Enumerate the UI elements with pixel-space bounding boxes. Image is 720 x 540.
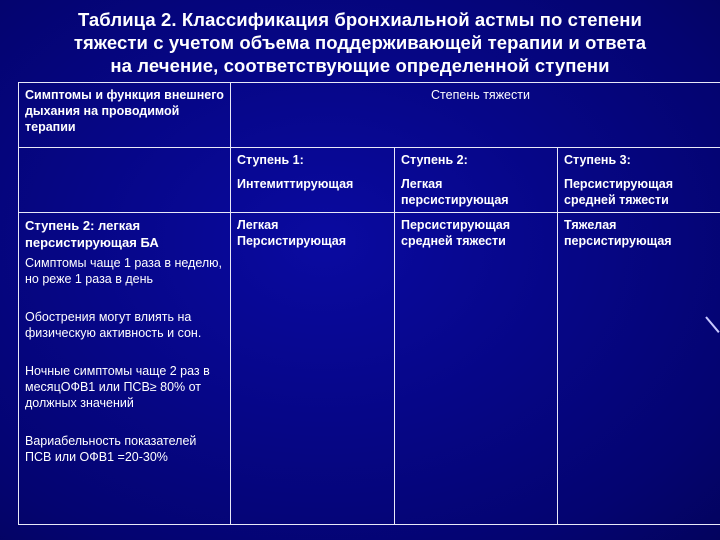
- step-2-name: Легкая персистирующая: [401, 177, 509, 207]
- steps-row: [19, 148, 720, 213]
- symptom-paragraph: Обострения могут влиять на физическую активность и сон.: [25, 310, 202, 340]
- table-row: [19, 213, 720, 525]
- header-row: [19, 83, 720, 148]
- header-symptoms-cell: Симптомы и функция внешнего дыхания на проводимой терапии: [19, 83, 231, 148]
- symptoms-description-cell: [19, 213, 231, 525]
- slide-title: [0, 8, 720, 77]
- classification-table: [18, 82, 720, 525]
- title-line-2: тяжести с учетом объема поддерживающей терапии и ответа: [73, 32, 647, 53]
- step-1-cell: [231, 148, 395, 213]
- header-severity-cell: Степень тяжести: [231, 83, 720, 148]
- cell-step-1: Легкая Персистирующая: [231, 213, 395, 525]
- step-3-label: Ступень 3:: [564, 153, 631, 167]
- step-1-label: Ступень 1:: [237, 153, 304, 167]
- step-3-cell: [558, 148, 720, 213]
- symptom-paragraph: Симптомы чаще 1 раза в неделю, но реже 1 раза в день: [25, 256, 223, 286]
- step-2-label: Ступень 2:: [401, 153, 468, 167]
- title-line-1: Таблица 2. Классификация бронхиальной астмы по степени: [77, 9, 643, 30]
- cell-step-2: Персистирующая средней тяжести: [395, 213, 558, 525]
- symptom-paragraph: Вариабельность показателей ПСВ или ОФВ1 =20-30%: [25, 434, 197, 464]
- row-lead: Ступень 2: легкая персистирующая БА: [25, 218, 159, 250]
- step-3-name: Персистирующая средней тяжести: [564, 177, 674, 207]
- step-2-cell: [395, 148, 558, 213]
- title-line-3: на лечение, соответствующие определенной ступени: [110, 55, 610, 76]
- symptom-paragraph: Ночные симптомы чаще 2 раз в месяцОФВ1 или ПСВ≥ 80% от должных значений: [25, 364, 210, 410]
- steps-empty-cell: [19, 148, 231, 213]
- step-1-name: Интемиттирующая: [237, 177, 354, 191]
- cell-step-3: Тяжелая персистирующая: [558, 213, 720, 525]
